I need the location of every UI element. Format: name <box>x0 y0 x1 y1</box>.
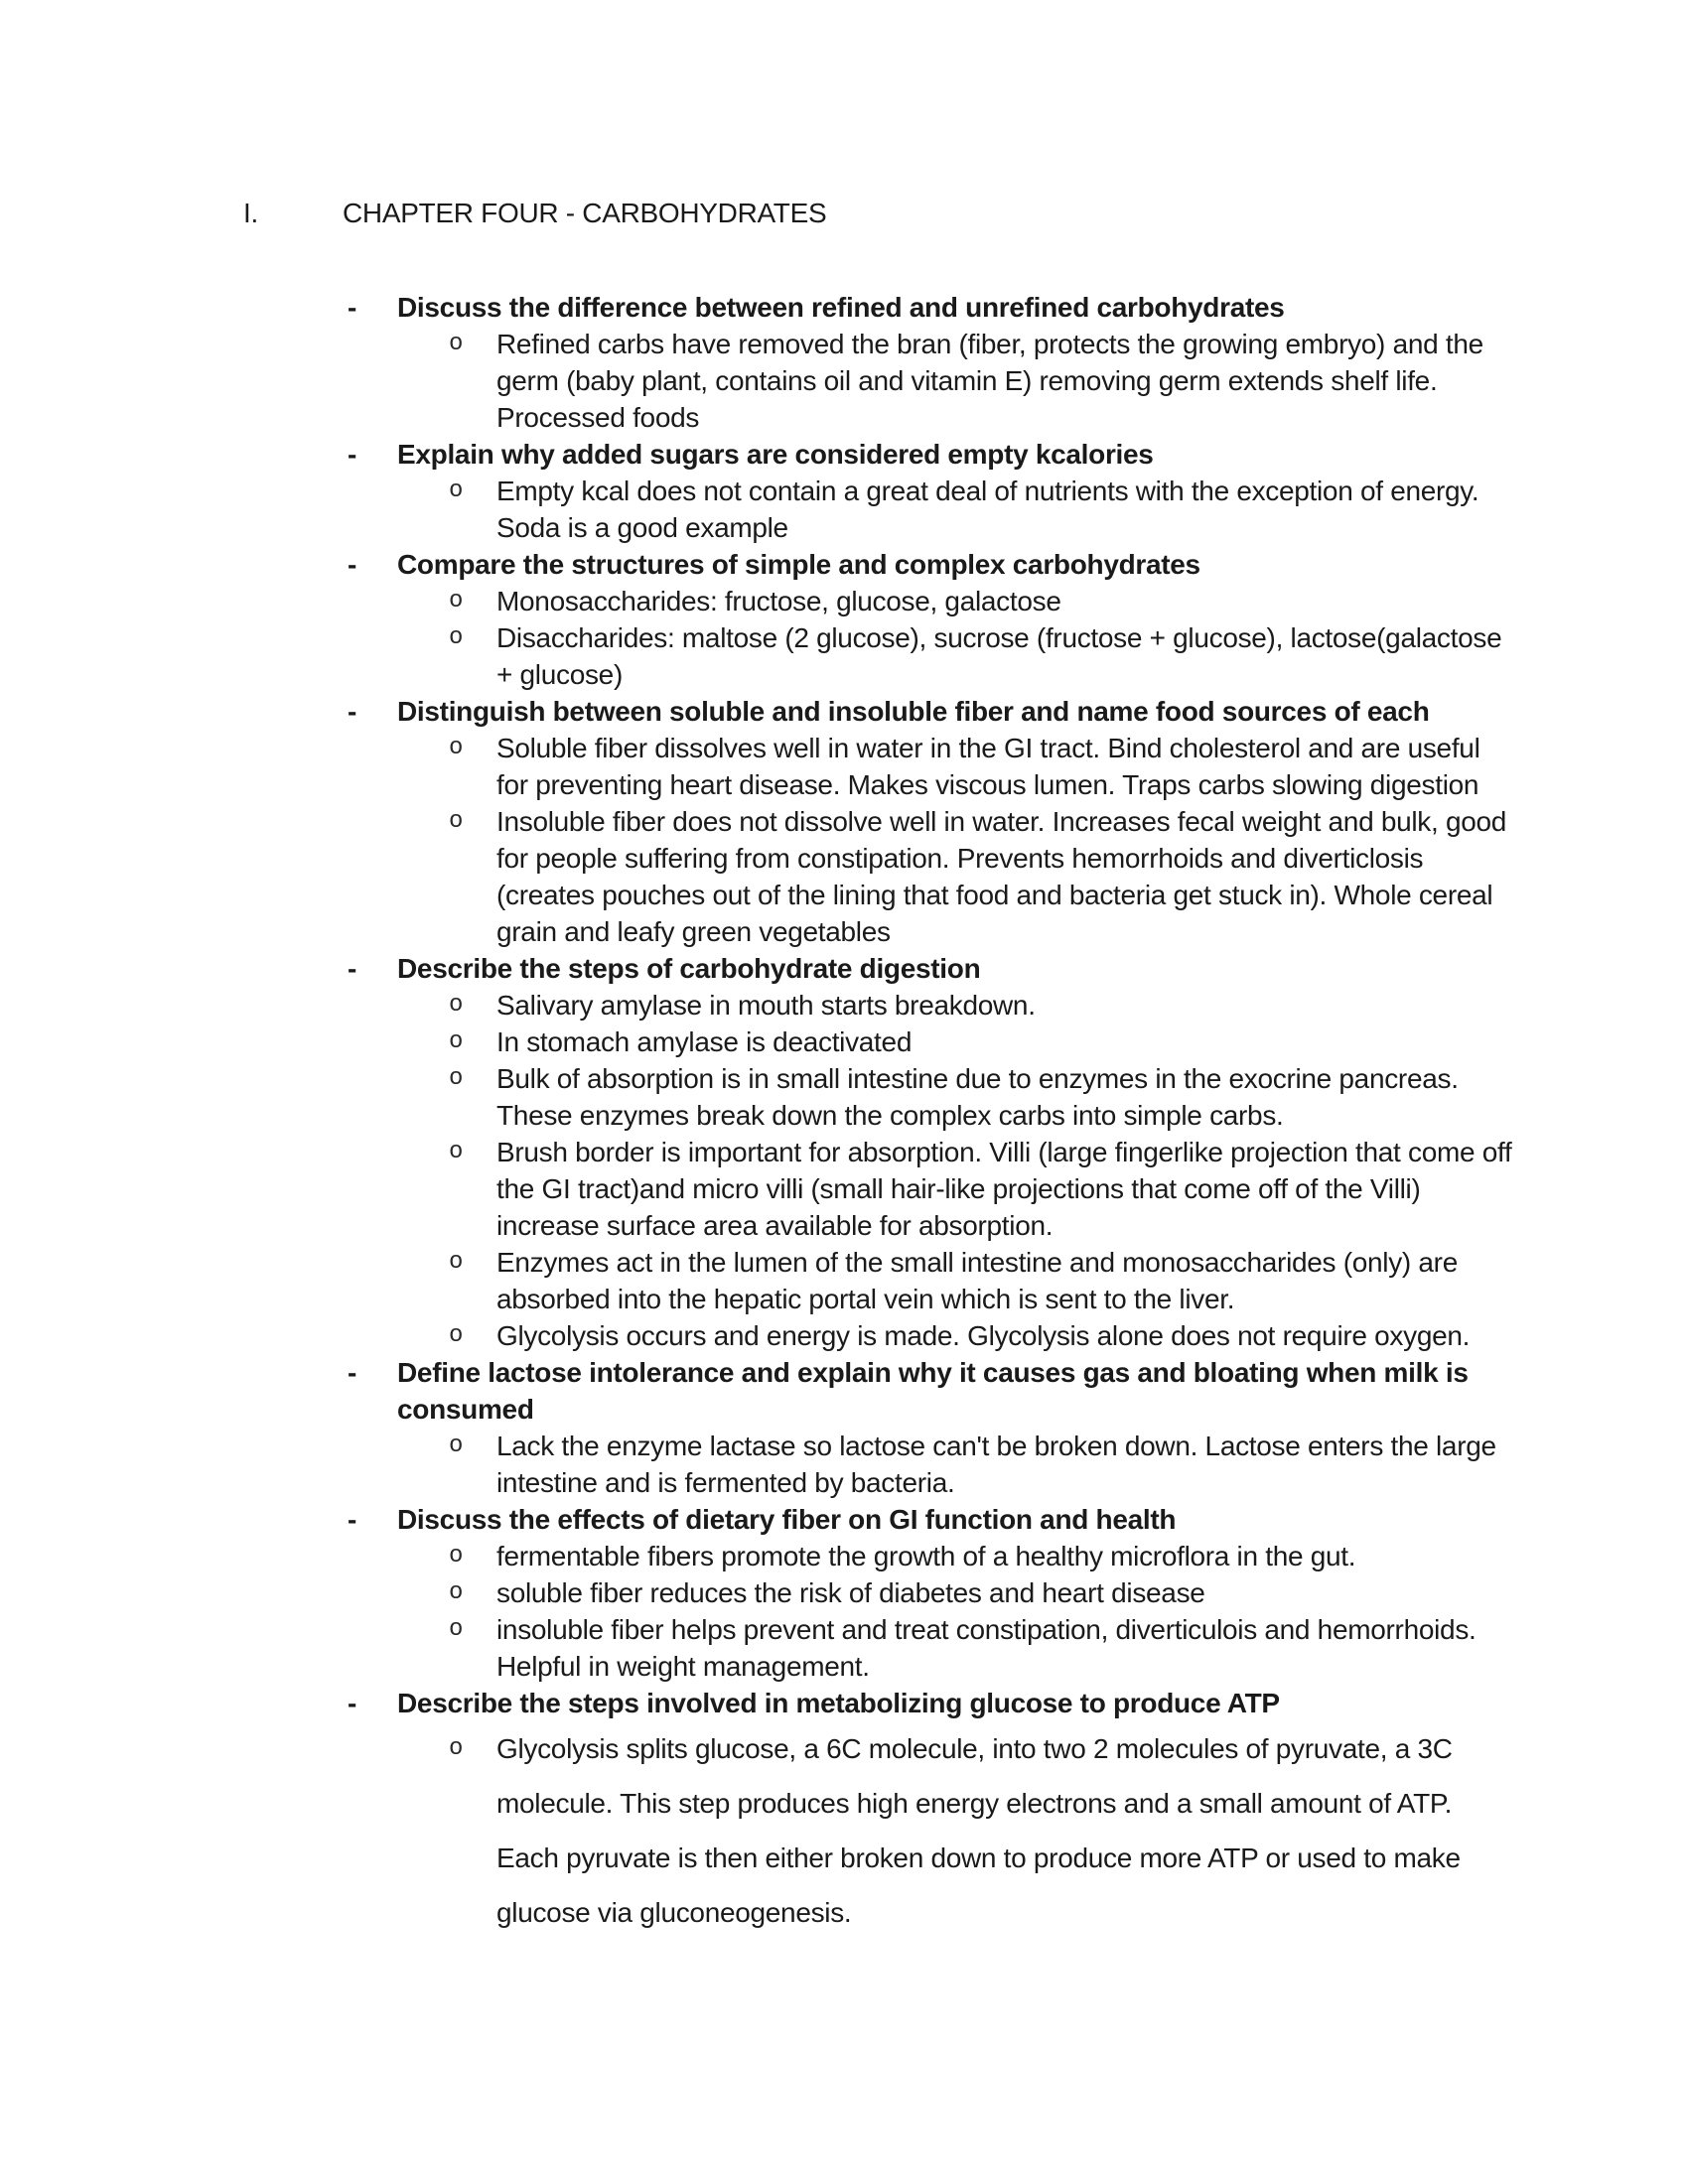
sub-item-text: In stomach amylase is deactivated <box>496 1026 913 1057</box>
sub-item-row <box>243 803 1514 950</box>
topic-heading-row <box>243 436 1514 473</box>
sub-item-text: Bulk of absorption is in small intestine due to enzymes in the exocrine pancreas. These enzymes break down the complex carbs into simple carbs. <box>496 1063 1459 1131</box>
page-title: CHAPTER FOUR - CARBOHYDRATES <box>343 198 827 228</box>
outline-numeral: I. <box>243 198 258 228</box>
sub-item-row <box>243 1538 1514 1574</box>
dash-bullet: - <box>348 439 357 470</box>
sub-item-text: Refined carbs have removed the bran (fiber, protects the growing embryo) and the germ (baby plant, contains oil and vitamin E) removing germ extends shelf life. Processed foods <box>496 329 1483 433</box>
topic-heading: Describe the steps of carbohydrate digestion <box>397 953 981 984</box>
dash-bullet: - <box>348 953 357 984</box>
sub-item-text: Insoluble fiber does not dissolve well in water. Increases fecal weight and bulk, good for people suffering from constipation. Prevents hemorrhoids and diverticlosis (creates pouches out of the lining that food and bacteria get stuck in). Whole cereal grain and leafy green vegetables <box>496 806 1507 947</box>
sub-item-text: Empty kcal does not contain a great deal of nutrients with the exception of energy. Soda is a good example <box>496 476 1479 543</box>
circle-bullet: o <box>449 1735 464 1762</box>
topic-carbohydrate-digestion <box>243 950 1514 1354</box>
sub-item-text: Glycolysis splits glucose, a 6C molecule, into two 2 molecules of pyruvate, a 3C molecule. This step produces high energy electrons and a small amount of ATP. Each pyruvate is then either broken down to produce more ATP or used to make glucose via gluconeogenesis. <box>496 1733 1461 1928</box>
circle-bullet: o <box>449 1616 464 1643</box>
circle-bullet: o <box>449 1322 464 1349</box>
dash-bullet: - <box>348 549 357 580</box>
topic-simple-vs-complex <box>243 546 1514 693</box>
sub-item-text: Enzymes act in the lumen of the small intestine and monosaccharides (only) are absorbed into the hepatic portal vein which is sent to the liver. <box>496 1247 1458 1314</box>
sub-item-row <box>243 1317 1514 1354</box>
sub-item-row <box>243 1611 1514 1685</box>
sub-item-row <box>243 1721 1514 1940</box>
topic-heading: Describe the steps involved in metabolizing glucose to produce ATP <box>397 1688 1280 1718</box>
circle-bullet: o <box>449 588 464 614</box>
circle-bullet: o <box>449 624 464 651</box>
sub-item-row <box>243 1574 1514 1611</box>
outline-title-row <box>243 195 1514 231</box>
sub-item-text: insoluble fiber helps prevent and treat constipation, diverticulois and hemorrhoids. Helpful in weight management. <box>496 1614 1477 1682</box>
dash-bullet: - <box>348 1688 357 1718</box>
topic-heading: Discuss the difference between refined and unrefined carbohydrates <box>397 292 1285 323</box>
topic-heading: Compare the structures of simple and complex carbohydrates <box>397 549 1200 580</box>
topic-heading-row <box>243 1354 1514 1428</box>
topic-dietary-fiber-gi-health <box>243 1501 1514 1685</box>
sub-item-text: Salivary amylase in mouth starts breakdown. <box>496 990 1036 1021</box>
topic-heading: Define lactose intolerance and explain why it causes gas and bloating when milk is consumed <box>397 1357 1469 1425</box>
sub-item-text: Lack the enzyme lactase so lactose can't be broken down. Lactose enters the large intestine and is fermented by bacteria. <box>496 1431 1496 1498</box>
topic-heading: Distinguish between soluble and insoluble fiber and name food sources of each <box>397 696 1430 727</box>
circle-bullet: o <box>449 1433 464 1459</box>
topic-lactose-intolerance <box>243 1354 1514 1501</box>
circle-bullet: o <box>449 735 464 761</box>
sub-item-text: fermentable fibers promote the growth of a healthy microflora in the gut. <box>496 1541 1356 1571</box>
dash-bullet: - <box>348 1357 357 1388</box>
circle-bullet: o <box>449 1028 464 1055</box>
circle-bullet: o <box>449 992 464 1019</box>
topic-soluble-vs-insoluble-fiber <box>243 693 1514 950</box>
circle-bullet: o <box>449 808 464 835</box>
topic-heading-row <box>243 693 1514 730</box>
circle-bullet: o <box>449 478 464 504</box>
sub-item-text: Glycolysis occurs and energy is made. Glycolysis alone does not require oxygen. <box>496 1320 1471 1351</box>
sub-item-row <box>243 1134 1514 1244</box>
circle-bullet: o <box>449 1543 464 1570</box>
sub-item-text: Soluble fiber dissolves well in water in the GI tract. Bind cholesterol and are useful for preventing heart disease. Makes viscous lumen. Traps carbs slowing digestion <box>496 733 1480 800</box>
sub-item-row <box>243 987 1514 1024</box>
sub-item-row <box>243 583 1514 619</box>
sub-item-text: Monosaccharides: fructose, glucose, galactose <box>496 586 1061 616</box>
sub-item-row <box>243 326 1514 436</box>
topic-heading-row <box>243 1501 1514 1538</box>
circle-bullet: o <box>449 1579 464 1606</box>
circle-bullet: o <box>449 1249 464 1276</box>
sub-item-row <box>243 1428 1514 1501</box>
circle-bullet: o <box>449 1139 464 1165</box>
topic-empty-kcalories <box>243 436 1514 546</box>
circle-bullet: o <box>449 331 464 357</box>
topic-heading-row <box>243 289 1514 326</box>
sub-item-row <box>243 1024 1514 1060</box>
topic-heading-row <box>243 546 1514 583</box>
sub-item-text: Brush border is important for absorption. Villi (large fingerlike projection that come off the GI tract)and micro villi (small hair-like projections that come off of the Villi) increase surface area available for absorption. <box>496 1137 1512 1241</box>
topic-heading: Explain why added sugars are considered empty kcalories <box>397 439 1154 470</box>
topic-heading: Discuss the effects of dietary fiber on GI function and health <box>397 1504 1177 1535</box>
sub-item-text: Disaccharides: maltose (2 glucose), sucrose (fructose + glucose), lactose(galactose + glucose) <box>496 622 1502 690</box>
sub-item-row <box>243 730 1514 803</box>
topic-heading-row <box>243 950 1514 987</box>
sub-item-row <box>243 1060 1514 1134</box>
sub-item-row <box>243 619 1514 693</box>
topic-refined-vs-unrefined <box>243 289 1514 436</box>
dash-bullet: - <box>348 292 357 323</box>
topic-metabolizing-glucose-atp <box>243 1685 1514 1940</box>
sub-item-text: soluble fiber reduces the risk of diabetes and heart disease <box>496 1577 1205 1608</box>
dash-bullet: - <box>348 696 357 727</box>
topic-heading-row <box>243 1685 1514 1721</box>
sub-item-row <box>243 1244 1514 1317</box>
sub-item-row <box>243 473 1514 546</box>
circle-bullet: o <box>449 1065 464 1092</box>
dash-bullet: - <box>348 1504 357 1535</box>
